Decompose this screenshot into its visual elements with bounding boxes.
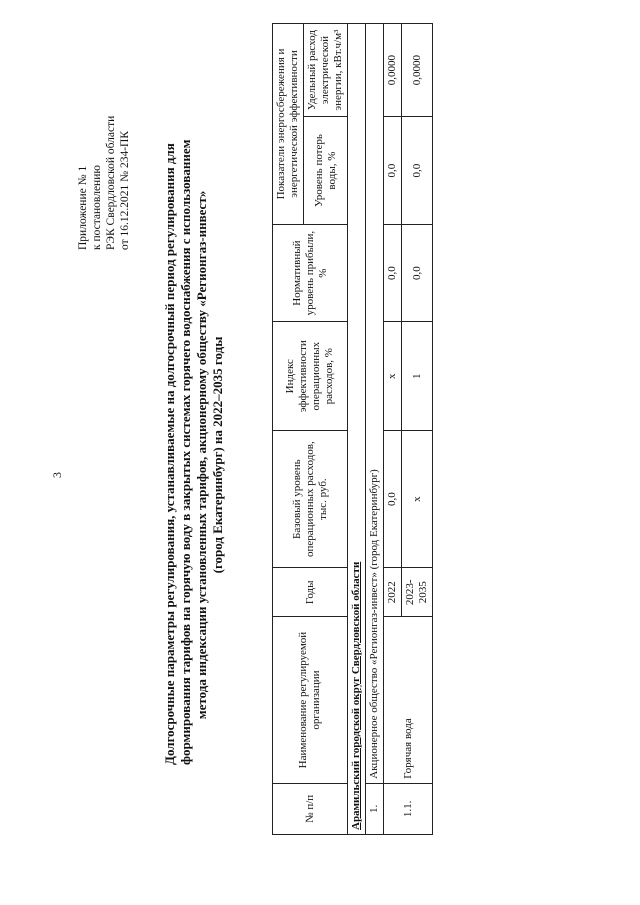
cell-year: 2022 <box>384 568 402 617</box>
header-water-loss: Уровень потерь воды, % <box>304 117 348 225</box>
section-row <box>348 24 366 835</box>
header-name: Наименование регулируемой организации <box>273 617 348 783</box>
table-row <box>384 24 402 835</box>
item-name: Горячая вода <box>384 617 433 783</box>
document-title <box>162 139 226 765</box>
cell-energy: 0,0000 <box>384 24 402 117</box>
cell-index: 1 <box>402 322 433 431</box>
cell-year: 2023-2035 <box>402 568 433 617</box>
tariff-parameters-table <box>272 23 433 835</box>
cell-loss: 0,0 <box>384 117 402 225</box>
title-line: формирования тарифов на горячую воду в закрытых системах горячего водоснабжения с использованием <box>178 139 193 765</box>
appendix-line: от 16.12.2021 № 234-ПК <box>119 130 131 250</box>
cell-norm: 0,0 <box>384 224 402 321</box>
table-header-row <box>273 24 304 835</box>
header-energy-rate: Удельный расход электрической энергии, кВт.ч/м³ <box>304 24 348 117</box>
title-line: (город Екатеринбург) на 2022–2035 годы <box>210 336 225 574</box>
title-line: метода индексации установленных тарифов, акционерному обществу «Регионгаз-инвест» <box>194 190 209 720</box>
cell-base: 0,0 <box>384 431 402 568</box>
org-num: 1. <box>366 783 384 834</box>
header-energy-group: Показатели энергосбережения и энергетической эффективности <box>273 24 304 225</box>
title-line: Долгосрочные параметры регулирования, устанавливаемые на долгосрочный период регулирования для <box>162 143 177 765</box>
appendix-line: РЭК Свердловской области <box>105 115 117 250</box>
item-num: 1.1. <box>384 783 433 834</box>
cell-energy: 0,0000 <box>402 24 433 117</box>
appendix-line: Приложение № 1 <box>77 165 89 250</box>
appendix-block <box>76 20 132 250</box>
header-years: Годы <box>273 568 348 617</box>
header-num: № п/п <box>273 783 348 834</box>
appendix-line: к постановлению <box>91 165 103 250</box>
cell-base: х <box>402 431 433 568</box>
organization-row <box>366 24 384 835</box>
cell-norm: 0,0 <box>402 224 433 321</box>
cell-loss: 0,0 <box>402 117 433 225</box>
section-label: Арамильский городской округ Свердловской области <box>348 24 366 835</box>
header-normative-profit: Нормативный уровень прибыли, % <box>273 224 348 321</box>
header-base-level: Базовый уровень операционных расходов, тыс. руб. <box>273 431 348 568</box>
cell-index: х <box>384 322 402 431</box>
page-number: 3 <box>50 472 64 478</box>
header-efficiency-index: Индекс эффективности операционных расходов, % <box>273 322 348 431</box>
org-name: Акционерное общество «Регионгаз-инвест» (город Екатеринбург) <box>366 24 384 784</box>
